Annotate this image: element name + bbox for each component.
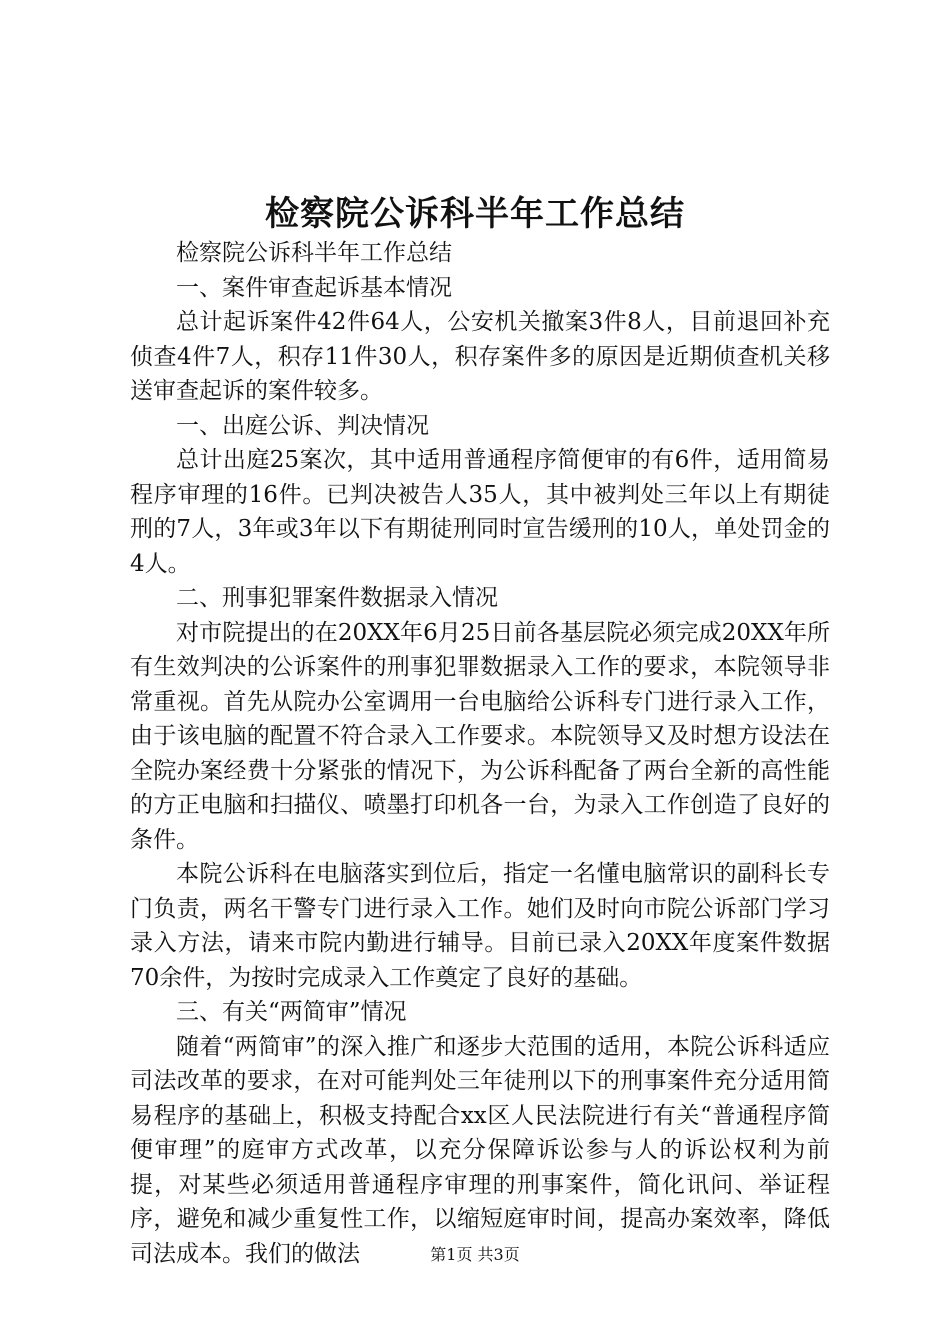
paragraph: 检察院公诉科半年工作总结	[176, 240, 452, 266]
paragraph: 总计起诉案件42件64人，公安机关撤案3件8人，目前退回补充侦查4件7人，积存11件30人，积存案件多的原因是近期侦查机关移送审查起诉的案件较多。	[130, 309, 830, 404]
paragraph: 总计出庭25案次，其中适用普通程序简便审的有6件，适用简易程序审理的16件。已判决被告人35人，其中被判处三年以上有期徒刑的7人，3年或3年以下有期徒刑同时宣告缓刑的10人，单处罚金的4人。	[130, 447, 830, 577]
section-heading: 二、刑事犯罪案件数据录入情况	[176, 585, 498, 611]
page-footer: 第1页 共3页	[430, 1245, 520, 1264]
paragraph: 本院公诉科在电脑落实到位后，指定一名懂电脑常识的副科长专门负责，两名干警专门进行录入工作。她们及时向市院公诉部门学习录入方法，请来市院内勤进行辅导。目前已录入20XX年度案件数据70余件，为按时完成录入工作奠定了良好的基础。	[130, 861, 830, 991]
paragraph: 对市院提出的在20XX年6月25日前各基层院必须完成20XX年所有生效判决的公诉案件的刑事犯罪数据录入工作的要求，本院领导非常重视。首先从院办公室调用一台电脑给公诉科专门进行录入工作，由于该电脑的配置不符合录入工作要求。本院领导又及时想方设法在全院办案经费十分紧张的情况下，为公诉科配备了两台全新的高性能的方正电脑和扫描仪、喷墨打印机各一台，为录入工作创造了良好的条件。	[130, 619, 830, 853]
section-heading: 三、有关“两简审”情况	[176, 999, 407, 1025]
document-body	[130, 236, 830, 1271]
section-heading: 一、出庭公诉、判决情况	[176, 412, 429, 439]
page-title: 检察院公诉科半年工作总结	[265, 194, 685, 234]
paragraph: 随着“两简审”的深入推广和逐步大范围的适用，本院公诉科适应司法改革的要求，在对可能判处三年徒刑以下的刑事案件充分适用简易程序的基础上，积极支持配合xx区人民法院进行有关“普通程序简便审理”的庭审方式改革，以充分保障诉讼参与人的诉讼权利为前提，对某些必须适用普通程序审理的刑事案件，简化讯问、举证程序，避免和减少重复性工作，以缩短庭审时间，提高办案效率，降低司法成本。我们的做法	[130, 1033, 830, 1267]
section-heading: 一、案件审查起诉基本情况	[176, 274, 452, 301]
